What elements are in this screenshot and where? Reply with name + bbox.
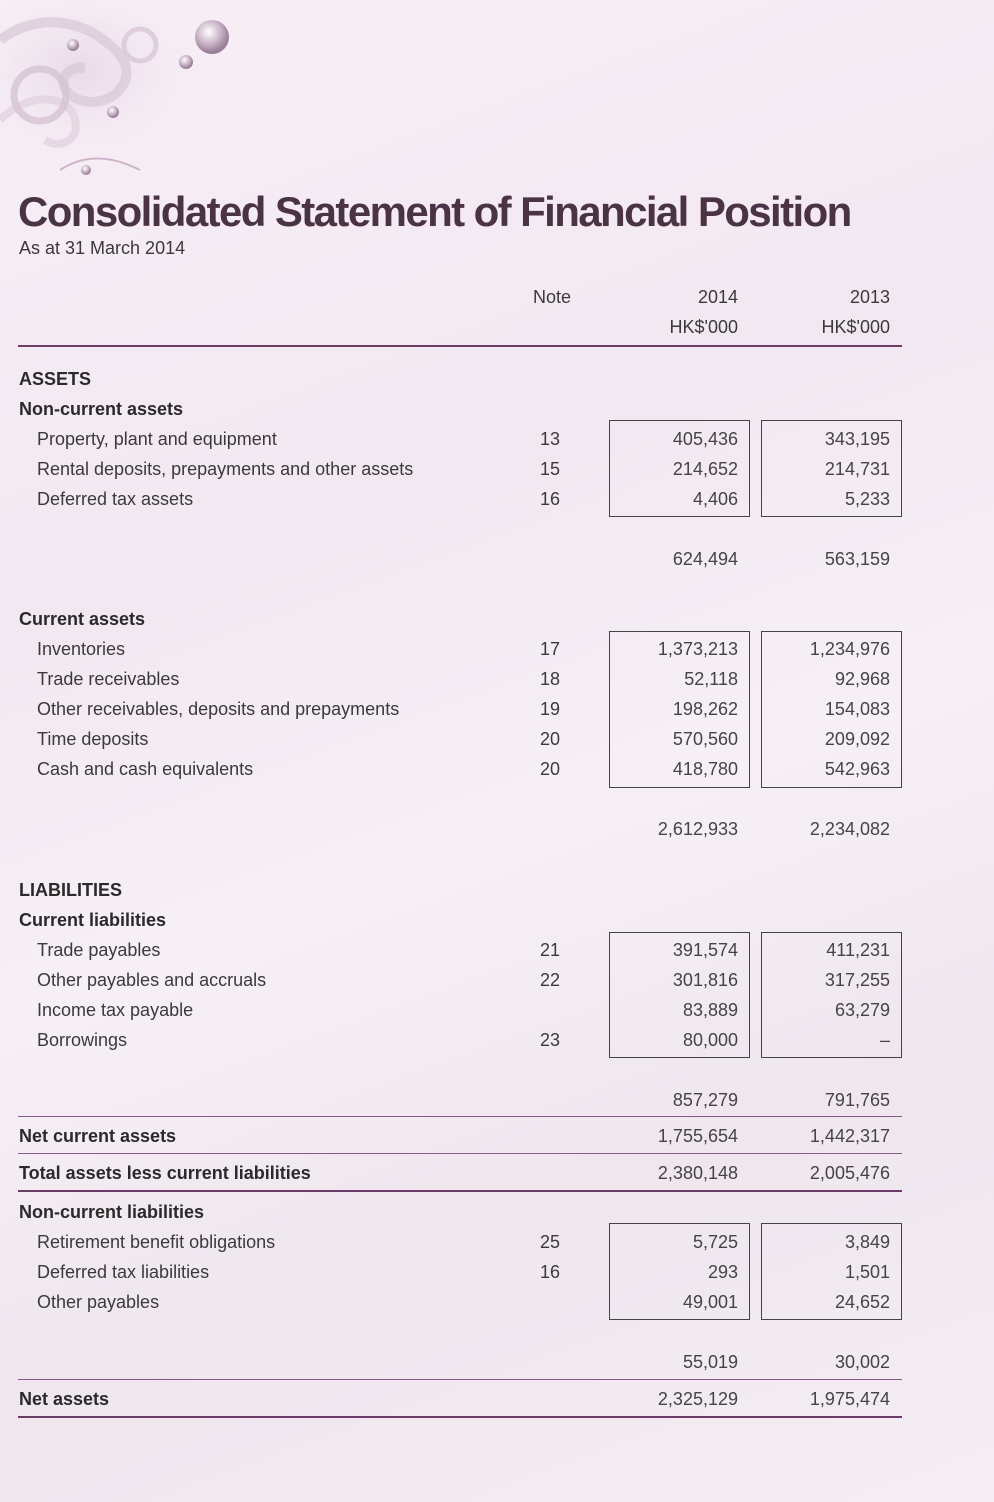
section-heading-liabilities: LIABILITIES — [19, 880, 122, 900]
row-note: 13 — [539, 429, 561, 449]
total-assets-less-cl-2013: 2,005,476 — [809, 1163, 890, 1183]
row-value-2014: 52,118 — [684, 669, 738, 689]
row-value-2013: 24,652 — [834, 1292, 890, 1312]
row-label: Trade payables — [37, 940, 161, 960]
row-note: 16 — [539, 489, 561, 509]
row-label: Time deposits — [37, 729, 149, 749]
row-label: Income tax payable — [37, 1000, 194, 1020]
row-value-2014: 83,889 — [682, 1000, 738, 1020]
row-value-2013: 542,963 — [824, 759, 890, 779]
row-value-2013: 92,968 — [834, 669, 890, 689]
row-value-2013: 214,731 — [824, 459, 890, 479]
divider-thick — [18, 1416, 902, 1418]
total-assets-less-cl-2014: 2,380,148 — [657, 1163, 738, 1183]
subtotal-2014: 2,612,933 — [657, 819, 738, 839]
row-value-2013: 317,255 — [824, 970, 890, 990]
row-value-2014: 570,560 — [672, 729, 738, 749]
page-title: Consolidated Statement of Financial Position — [18, 188, 851, 235]
total-assets-less-cl-label: Total assets less current liabilities — [19, 1163, 311, 1183]
row-value-2014: 405,436 — [672, 429, 738, 449]
row-value-2013: 209,092 — [824, 729, 890, 749]
subsection-heading-current-assets: Current assets — [19, 609, 146, 629]
row-label: Deferred tax liabilities — [37, 1262, 210, 1282]
row-note: 18 — [539, 669, 561, 689]
row-label: Property, plant and equipment — [37, 429, 277, 449]
subtotal-2013: 30,002 — [834, 1352, 890, 1372]
row-note: 15 — [539, 459, 561, 479]
row-label: Other payables and accruals — [37, 970, 267, 990]
row-value-2014: 5,725 — [692, 1232, 738, 1252]
col-unit-2014: HK$'000 — [669, 317, 738, 337]
row-label: Other payables — [37, 1292, 160, 1312]
row-value-2013: 63,279 — [834, 1000, 890, 1020]
row-value-2014: 198,262 — [672, 699, 738, 719]
col-header-2014: 2014 — [697, 287, 738, 307]
col-header-2013: 2013 — [849, 287, 890, 307]
row-label: Retirement benefit obligations — [37, 1232, 276, 1252]
row-note: 19 — [539, 699, 561, 719]
row-note: 20 — [539, 729, 561, 749]
row-note: 21 — [539, 940, 561, 960]
subtotal-2014: 55,019 — [682, 1352, 738, 1372]
row-label: Rental deposits, prepayments and other assets — [37, 459, 414, 479]
net-current-assets-label: Net current assets — [19, 1126, 177, 1146]
subsection-heading-current-liabilities: Current liabilities — [19, 910, 167, 930]
subtotal-2013: 791,765 — [824, 1090, 890, 1110]
row-value-2013: 3,849 — [844, 1232, 890, 1252]
row-value-2014: 301,816 — [672, 970, 738, 990]
col-unit-2013: HK$'000 — [821, 317, 890, 337]
row-label: Deferred tax assets — [37, 489, 194, 509]
net-assets-label: Net assets — [19, 1389, 110, 1409]
row-value-2013: 1,234,976 — [809, 639, 890, 659]
subtotal-2013: 2,234,082 — [809, 819, 890, 839]
decorative-floral-corner — [0, 0, 260, 190]
row-label: Cash and cash equivalents — [37, 759, 254, 779]
divider — [18, 1153, 902, 1154]
row-value-2014: 418,780 — [672, 759, 738, 779]
net-assets-2014: 2,325,129 — [657, 1389, 738, 1409]
row-value-2013: 1,501 — [844, 1262, 890, 1282]
row-value-2013: 5,233 — [844, 489, 890, 509]
row-value-2014: 4,406 — [692, 489, 738, 509]
row-note: 25 — [539, 1232, 561, 1252]
divider-thick — [18, 1190, 902, 1192]
row-value-2014: 49,001 — [682, 1292, 738, 1312]
divider — [18, 1116, 902, 1117]
row-value-2014: 391,574 — [672, 940, 738, 960]
subsection-heading-noncurrent-liabilities: Non-current liabilities — [19, 1202, 205, 1222]
row-value-2014: 1,373,213 — [657, 639, 738, 659]
row-value-2013: 343,195 — [824, 429, 890, 449]
net-assets-2013: 1,975,474 — [809, 1389, 890, 1409]
net-current-assets-2014: 1,755,654 — [657, 1126, 738, 1146]
section-heading-assets: ASSETS — [19, 369, 92, 389]
row-value-2014: 214,652 — [672, 459, 738, 479]
page-subtitle: As at 31 March 2014 — [19, 238, 186, 258]
row-label: Other receivables, deposits and prepayments — [37, 699, 400, 719]
row-value-2013: 411,231 — [826, 940, 890, 960]
row-note: 16 — [539, 1262, 561, 1282]
net-current-assets-2013: 1,442,317 — [809, 1126, 890, 1146]
row-value-2013: – — [879, 1030, 890, 1050]
row-value-2013: 154,083 — [824, 699, 890, 719]
subtotal-2014: 857,279 — [672, 1090, 738, 1110]
row-value-2014: 293 — [707, 1262, 738, 1282]
row-label: Borrowings — [37, 1030, 128, 1050]
subsection-heading-noncurrent-assets: Non-current assets — [19, 399, 184, 419]
row-label: Trade receivables — [37, 669, 180, 689]
row-label: Inventories — [37, 639, 126, 659]
row-note: 22 — [539, 970, 561, 990]
subtotal-2014: 624,494 — [672, 549, 738, 569]
row-value-2014: 80,000 — [682, 1030, 738, 1050]
row-note: 17 — [539, 639, 561, 659]
divider — [18, 1379, 902, 1380]
subtotal-2013: 563,159 — [824, 549, 890, 569]
col-header-note: Note — [533, 287, 572, 307]
row-note: 20 — [539, 759, 561, 779]
row-note: 23 — [539, 1030, 561, 1050]
header-rule — [18, 345, 902, 347]
